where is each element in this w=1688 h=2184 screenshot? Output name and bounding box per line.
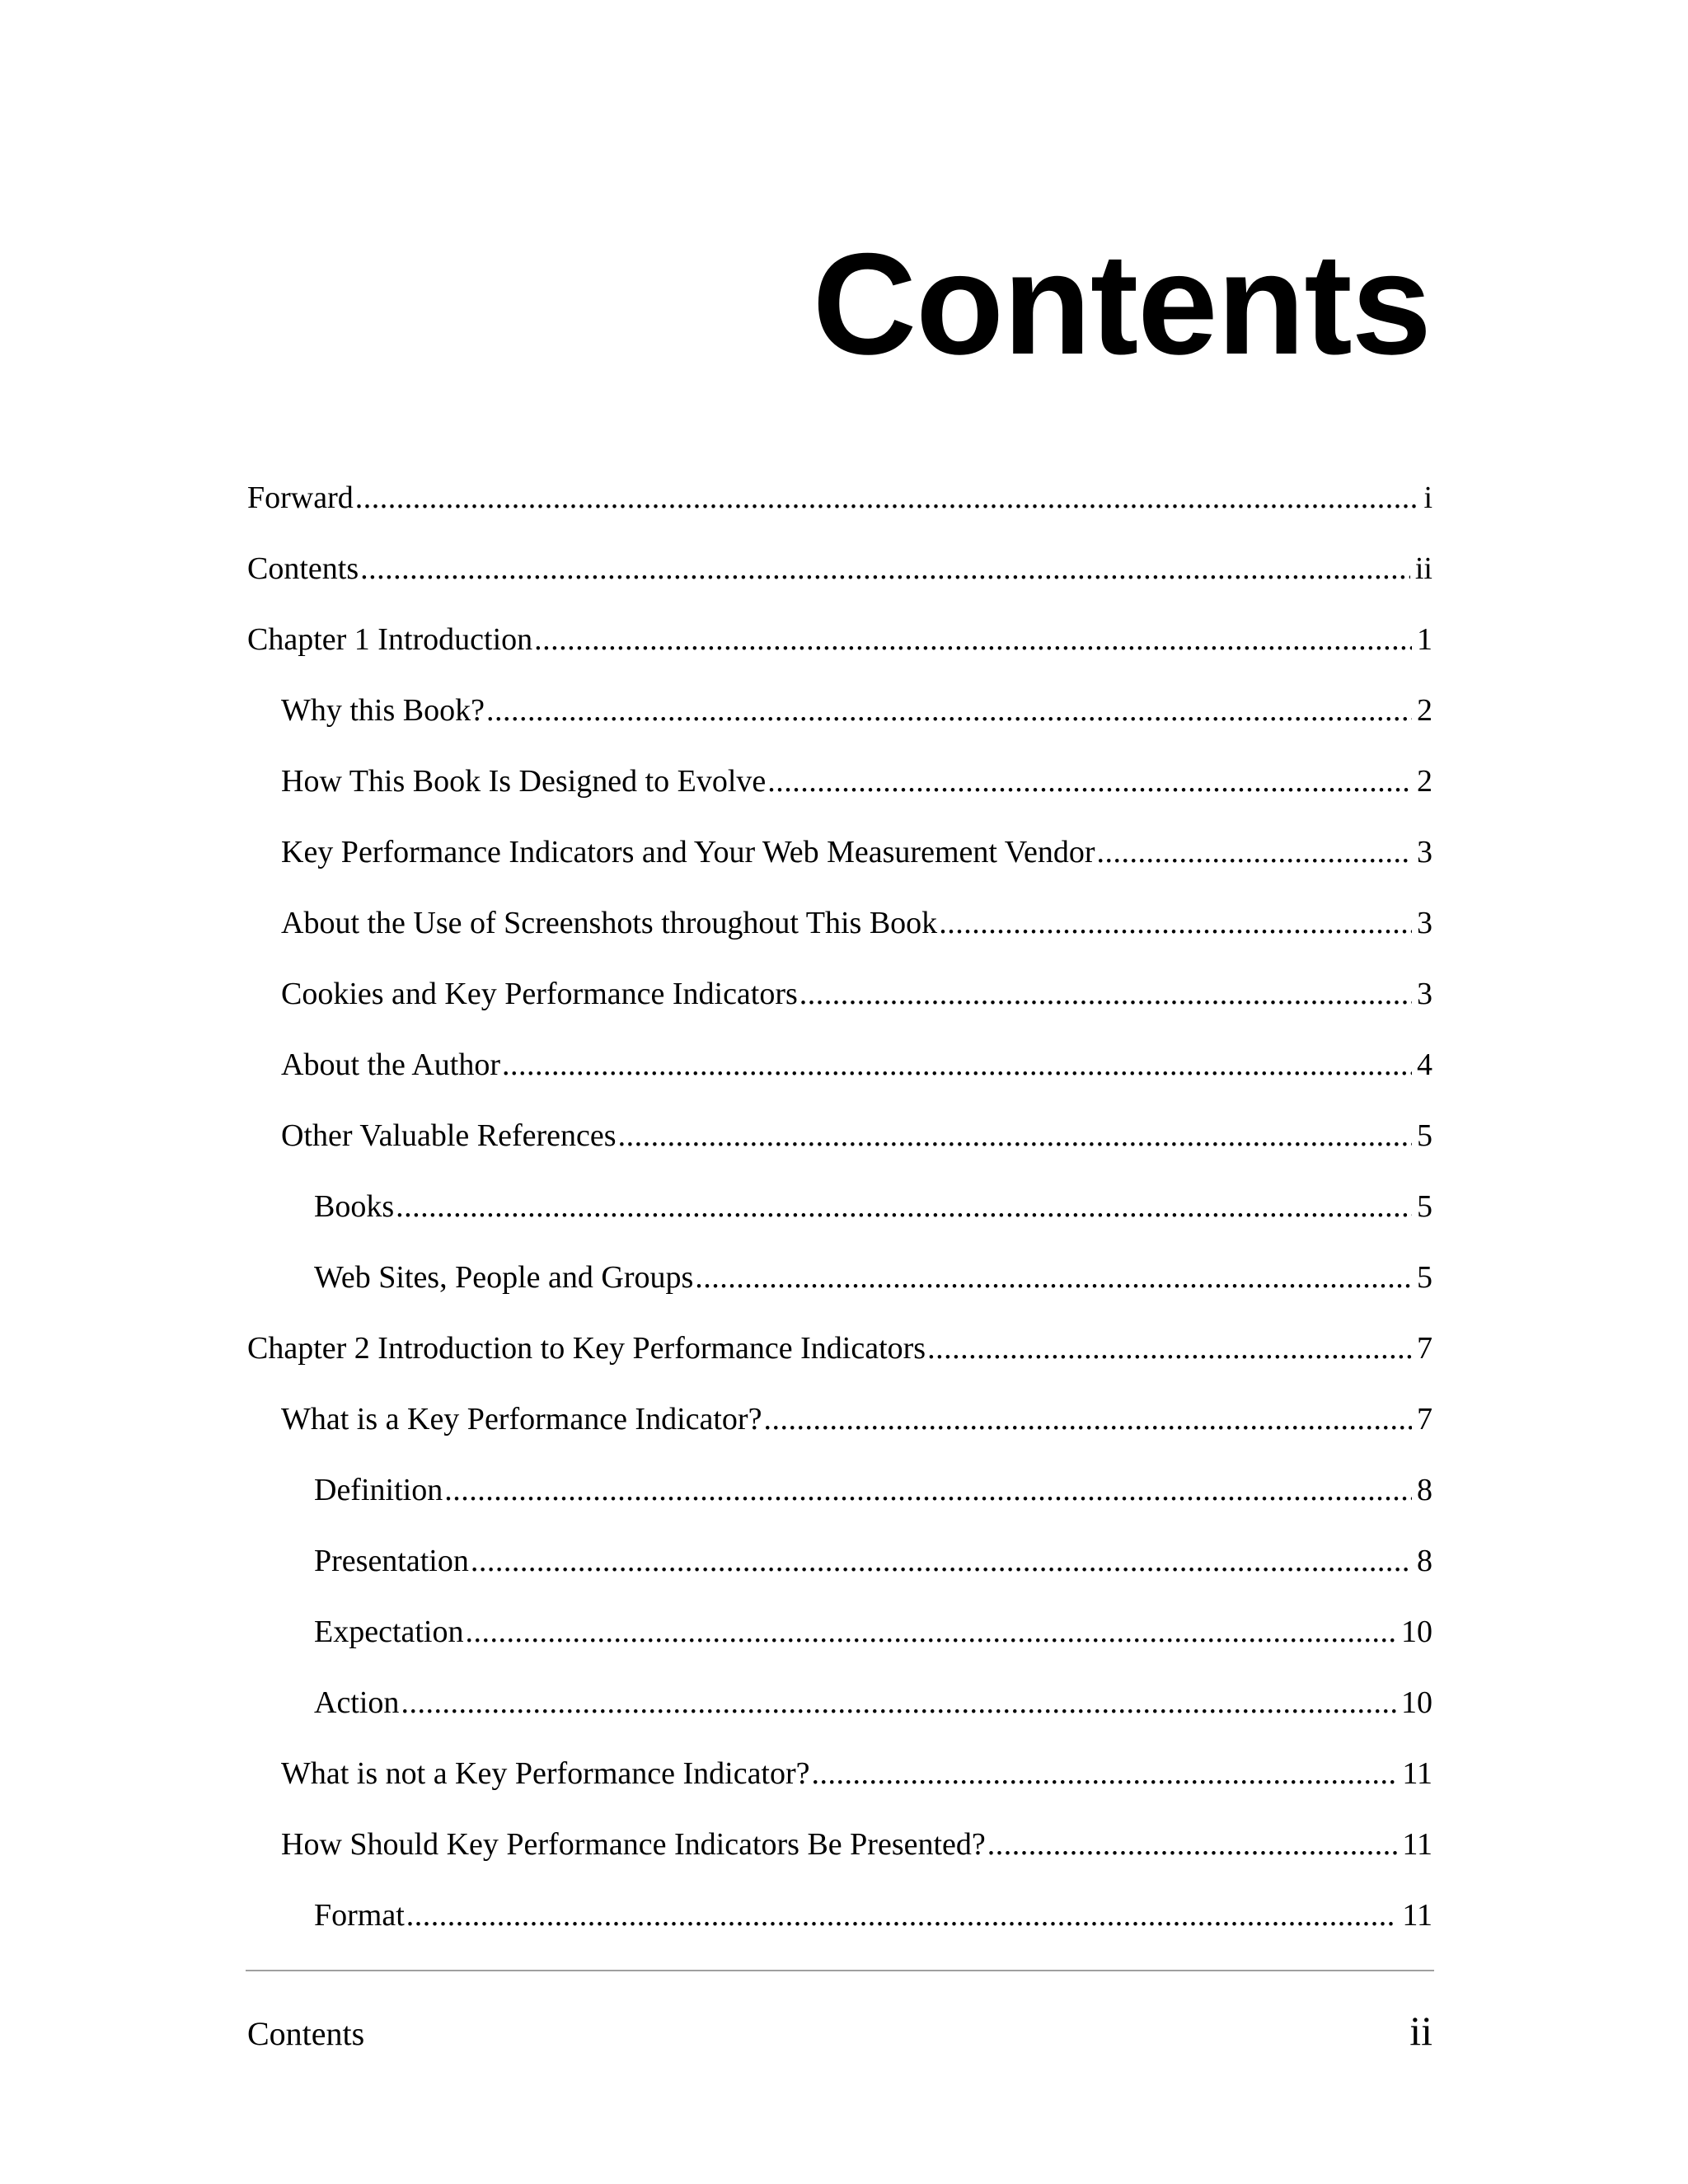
toc-dot-leader <box>767 753 1412 809</box>
toc-entry-title: Other Valuable References <box>281 1118 617 1153</box>
toc-dot-leader <box>471 1533 1412 1589</box>
toc-entry[interactable] <box>247 1816 1432 1887</box>
toc-entry-title: Chapter 1 Introduction <box>247 622 533 657</box>
toc-entry-page-number: 10 <box>1401 1685 1432 1720</box>
toc-entry[interactable] <box>247 1108 1432 1179</box>
toc-entry-title: About the Author <box>281 1047 500 1082</box>
toc-entry-page-number: 7 <box>1417 1331 1432 1366</box>
toc-dot-leader <box>396 1179 1412 1235</box>
toc-dot-leader <box>695 1249 1412 1305</box>
toc-entry[interactable] <box>247 1391 1432 1462</box>
page-title: Contents <box>812 224 1431 385</box>
toc-entry[interactable] <box>247 966 1432 1037</box>
toc-entry-page-number: 4 <box>1417 1047 1432 1082</box>
toc-entry-page-number: 5 <box>1417 1189 1432 1224</box>
toc-entry[interactable] <box>247 753 1432 824</box>
table-of-contents <box>247 470 1432 1958</box>
toc-entry-page-number: 7 <box>1417 1402 1432 1436</box>
toc-entry-page-number: 3 <box>1417 906 1432 940</box>
toc-entry[interactable] <box>247 1675 1432 1746</box>
toc-entry[interactable] <box>247 1887 1432 1958</box>
toc-entry-page-number: 2 <box>1417 764 1432 799</box>
toc-entry-title: How This Book Is Designed to Evolve <box>281 764 767 799</box>
toc-entry-title: Chapter 2 Introduction to Key Performance Indicators <box>247 1331 926 1366</box>
toc-dot-leader <box>799 966 1412 1022</box>
toc-entry-page-number: 3 <box>1417 977 1432 1011</box>
toc-entry-title: What is a Key Performance Indicator? <box>281 1402 762 1436</box>
toc-entry-title: Presentation <box>314 1544 469 1578</box>
toc-dot-leader <box>939 895 1412 951</box>
toc-entry[interactable] <box>247 612 1432 682</box>
toc-dot-leader <box>763 1391 1412 1447</box>
toc-entry[interactable] <box>247 1462 1432 1533</box>
toc-entry[interactable] <box>247 824 1432 895</box>
toc-entry-title: Definition <box>314 1473 443 1507</box>
toc-dot-leader <box>486 682 1412 738</box>
toc-entry[interactable] <box>247 1533 1432 1604</box>
toc-dot-leader <box>1097 824 1413 880</box>
toc-entry-page-number: 5 <box>1417 1260 1432 1295</box>
toc-entry-page-number: 11 <box>1402 1898 1432 1933</box>
toc-entry-title: What is not a Key Performance Indicator? <box>281 1756 810 1791</box>
toc-entry-title: Forward <box>247 480 354 515</box>
toc-entry-page-number: 8 <box>1417 1473 1432 1507</box>
toc-entry[interactable] <box>247 1037 1432 1108</box>
toc-entry[interactable] <box>247 1249 1432 1320</box>
toc-dot-leader <box>618 1108 1412 1164</box>
toc-entry-title: Action <box>314 1685 400 1720</box>
toc-dot-leader <box>360 541 1410 597</box>
footer-section-title: Contents <box>247 2015 365 2052</box>
toc-entry-page-number: 2 <box>1417 693 1432 728</box>
toc-entry-page-number: 3 <box>1417 835 1432 869</box>
toc-entry-title: Key Performance Indicators and Your Web Measurement Vendor <box>281 835 1095 869</box>
toc-dot-leader <box>355 470 1419 526</box>
toc-dot-leader <box>534 612 1412 668</box>
footer-divider <box>246 1970 1434 1971</box>
toc-entry-page-number: 1 <box>1417 622 1432 657</box>
toc-entry[interactable] <box>247 470 1432 541</box>
toc-dot-leader <box>401 1675 1396 1731</box>
toc-entry-title: About the Use of Screenshots throughout This Book <box>281 906 938 940</box>
toc-entry[interactable] <box>247 895 1432 966</box>
toc-dot-leader <box>406 1887 1398 1943</box>
toc-dot-leader <box>812 1746 1398 1802</box>
toc-entry-page-number: 11 <box>1402 1827 1432 1862</box>
toc-entry[interactable] <box>247 682 1432 753</box>
toc-dot-leader <box>987 1816 1398 1872</box>
toc-dot-leader <box>465 1604 1396 1660</box>
toc-entry-page-number: 11 <box>1402 1756 1432 1791</box>
toc-entry-title: Expectation <box>314 1615 464 1649</box>
toc-entry-page-number: i <box>1423 480 1432 515</box>
toc-entry-page-number: ii <box>1414 551 1432 586</box>
toc-entry[interactable] <box>247 1320 1432 1391</box>
toc-dot-leader <box>927 1320 1412 1376</box>
toc-entry[interactable] <box>247 1746 1432 1816</box>
toc-dot-leader <box>502 1037 1412 1093</box>
toc-entry-title: How Should Key Performance Indicators Be Presented? <box>281 1827 986 1862</box>
toc-entry[interactable] <box>247 1179 1432 1249</box>
toc-entry-title: Web Sites, People and Groups <box>314 1260 694 1295</box>
toc-entry[interactable] <box>247 1604 1432 1675</box>
toc-entry-page-number: 5 <box>1417 1118 1432 1153</box>
toc-dot-leader <box>444 1462 1412 1518</box>
toc-entry-title: Contents <box>247 551 359 586</box>
toc-entry-title: Format <box>314 1898 405 1933</box>
toc-entry-title: Cookies and Key Performance Indicators <box>281 977 798 1011</box>
toc-entry-title: Books <box>314 1189 395 1224</box>
toc-entry-page-number: 10 <box>1401 1615 1432 1649</box>
toc-entry-title: Why this Book? <box>281 693 485 728</box>
toc-entry-page-number: 8 <box>1417 1544 1432 1578</box>
toc-entry[interactable] <box>247 541 1432 612</box>
footer-page-number: ii <box>1409 2008 1432 2054</box>
